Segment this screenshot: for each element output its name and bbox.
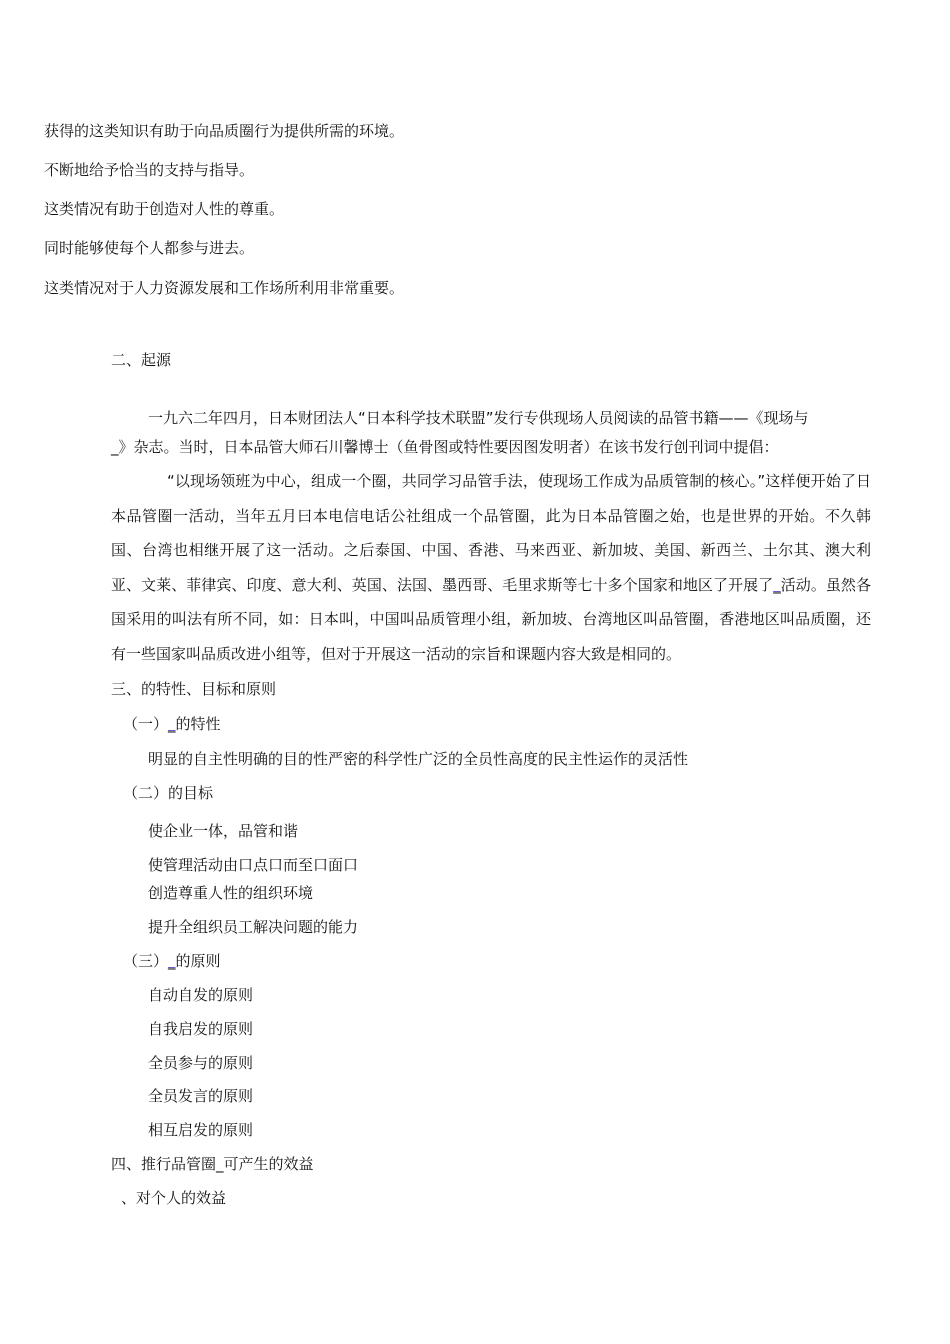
goal-item-3: 创造尊重人性的组织环境 bbox=[148, 884, 314, 902]
goal-item-2: 使管理活动由口点口而至口面口 bbox=[148, 856, 359, 874]
origin-quote-part-b: 活动。虽然各国采用的叫法有所不同，如：日本叫，中国叫品质管理小组，新加坡、台湾地区叫品管圈，香港地区叫品质圈，还有一些国家叫品质改进小组等，但对于开展这一活动的宗旨和课题内容大致是相同的。 bbox=[111, 575, 871, 663]
intro-line-2: 不断地给予恰当的支持与指导。 bbox=[44, 161, 255, 179]
subheading-principles-prefix: （三） bbox=[123, 952, 169, 970]
section-heading-traits: 三、的特性、目标和原则 bbox=[111, 680, 277, 698]
subheading-traits-suffix: 的特性 bbox=[175, 715, 221, 733]
origin-blank: _ bbox=[773, 575, 781, 594]
intro-line-1: 获得的这类知识有助于向品质圈行为提供所需的环境。 bbox=[44, 122, 405, 140]
intro-line-3: 这类情况有助于创造对人性的尊重。 bbox=[44, 200, 285, 218]
subheading-principles-suffix: 的原则 bbox=[175, 952, 221, 970]
principle-item-5: 相互启发的原则 bbox=[148, 1121, 254, 1139]
goal-item-1: 使企业一体，品管和谐 bbox=[148, 822, 299, 840]
section-heading-benefits: 四、推行品管圈_可产生的效益 bbox=[111, 1155, 314, 1173]
origin-quote-part-a: “以现场领班为中心，组成一个圈，共同学习品管手法，使现场工作成为品质管制的核心。”这样便开始了日本品管圈一活动，当年五月曰本电信电话公社组成一个品管圈，此为日本品管圈之始，也是世界的开始。不久韩国、台湾也相继开展了这一活动。之后泰国、中国、香港、马来西亚、新加坡、美国、新西兰、土尔其、澳大利亚、文莱、菲律宾、印度、意大利、英国、法国、墨西哥、毛里求斯等七十多个国家和地区了开展了 bbox=[111, 472, 871, 594]
section-heading-origin: 二、起源 bbox=[111, 351, 172, 369]
principle-item-3: 全员参与的原则 bbox=[148, 1054, 254, 1072]
origin-paragraph-line-2: _》杂志。当时，日本品管大师石川馨博士（鱼骨图或特性要因图发明者）在该书发行创刊词中提倡： bbox=[111, 438, 779, 456]
intro-line-5: 这类情况对于人力资源发展和工作场所利用非常重要。 bbox=[44, 279, 405, 297]
subheading-traits bbox=[123, 714, 221, 734]
subheading-principles bbox=[123, 951, 221, 971]
origin-paragraph-line-1: 一九六二年四月，日本财团法人“日本科学技术联盟”发行专供现场人员阅读的品管书籍——《现场与 bbox=[148, 409, 809, 427]
subheading-goals: （二）的目标 bbox=[123, 784, 214, 802]
principle-item-4: 全员发言的原则 bbox=[148, 1087, 254, 1105]
subheading-personal-benefits: 、对个人的效益 bbox=[121, 1189, 227, 1207]
intro-line-4: 同时能够使每个人都参与进去。 bbox=[44, 239, 255, 257]
goal-item-4: 提升全组织员工解决问题的能力 bbox=[148, 918, 359, 936]
traits-text: 明显的自主性明确的目的性严密的科学性广泛的全员性高度的民主性运作的灵活性 bbox=[148, 750, 689, 768]
principle-item-2: 自我启发的原则 bbox=[148, 1020, 254, 1038]
principle-item-1: 自动自发的原则 bbox=[148, 986, 254, 1004]
subheading-traits-blank: _ bbox=[168, 715, 176, 733]
subheading-principles-blank: _ bbox=[168, 952, 176, 970]
subheading-traits-prefix: （一） bbox=[123, 715, 169, 733]
origin-quote-paragraph bbox=[111, 464, 871, 671]
